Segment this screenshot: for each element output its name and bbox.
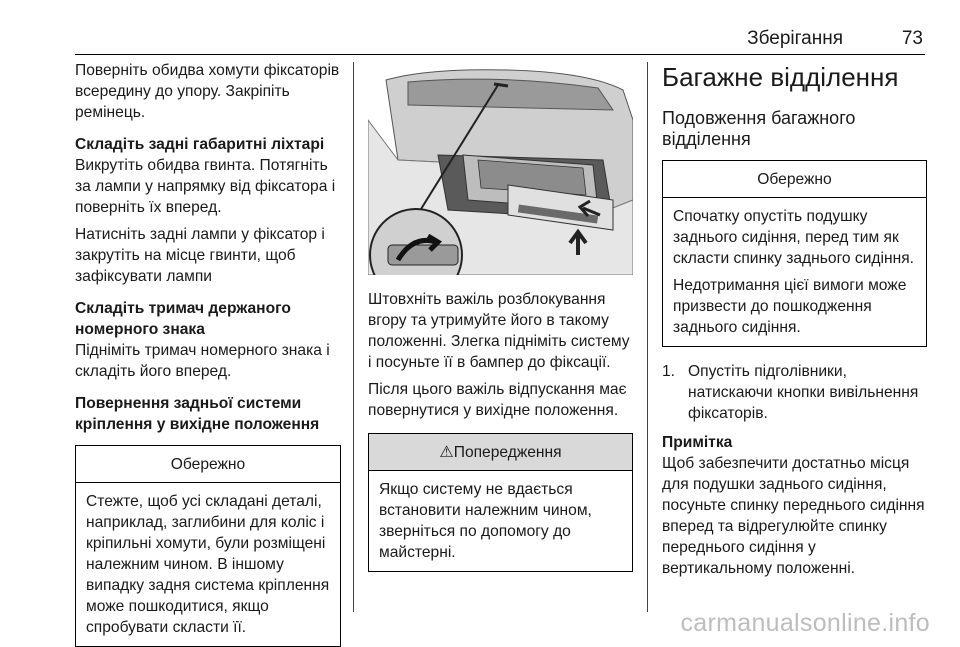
page-number: 73 [901, 28, 923, 49]
section-heading: Багажне відділення [662, 62, 899, 92]
caution-title: Обережно [76, 446, 340, 483]
paragraph: Штовхніть важіль розблокування вгору та утримуйте його в такому положенні. Злегка підніміть систему і посуньте її в бампер до фіксації. [368, 291, 630, 371]
caution-box [662, 160, 927, 347]
list-number: 1. [662, 363, 676, 380]
caution-title: Обережно [663, 161, 926, 198]
paragraph: Після цього важіль відпускання має повернутися у вихідне положення. [368, 381, 627, 419]
list-item [662, 361, 927, 424]
heading-tail-lights: Складіть задні габаритні ліхтарі [75, 136, 325, 153]
warning-title: Попередження [453, 444, 562, 461]
subsection-heading: Подовження багажного відділення [662, 108, 856, 149]
caution-text: Стежте, щоб усі складані деталі, наприклад, заглибини для коліс і кріпильні хомути, були розміщені належним чином. В іншому випадку задня система кріплення може пошкодитися, якщо спробувати скласти її. [86, 493, 330, 636]
paragraph: Підніміть тримач номерного знака і складіть його вперед. [75, 342, 330, 380]
column-divider [353, 62, 354, 612]
column-middle [368, 60, 633, 572]
warning-box [368, 433, 633, 572]
note-text: Щоб забезпечити достатньо місця для подушки заднього сидіння, посуньте спинку переднього сидіння вперед та відрегулюйте спинку переднього сидіння у вертикальному положенні. [662, 455, 925, 577]
caution-text: Недотримання цієї вимоги може призвести до пошкодження заднього сидіння. [673, 277, 907, 336]
intro-paragraph: Поверніть обидва хомути фіксаторів всередину до упору. Закріпіть ремінець. [75, 62, 340, 121]
column-right [662, 60, 927, 590]
caution-text: Спочатку опустіть подушку заднього сидіння, перед тим як скласти спинку заднього сидіння. [673, 208, 914, 267]
heading-plate-holder: Складіть тримач держаного номерного знака [75, 300, 291, 338]
column-divider [647, 62, 648, 612]
warning-text: Якщо систему не вдається встановити належним чином, зверніться по допомогу до майстерні. [379, 481, 592, 561]
heading-return-system: Повернення задньої системи кріплення у вихідне положення [75, 395, 320, 433]
bike-carrier-illustration [368, 60, 633, 275]
figure-bike-carrier [368, 60, 633, 275]
paragraph: Натисніть задні лампи у фіксатор і закрутіть на місце гвинти, щоб зафіксувати лампи [75, 226, 325, 285]
list-text: Опустіть підголівники, натискаючи кнопки вивільнення фіксаторів. [688, 363, 919, 422]
warning-triangle-icon: ⚠ [439, 444, 454, 461]
watermark: carmanualsonline.info [680, 609, 930, 637]
section-title: Зберігання [747, 28, 843, 49]
note-title: Примітка [662, 434, 733, 451]
paragraph: Викрутіть обидва гвинта. Потягніть за лампи у напрямку від фіксатора і поверніть їх вперед. [75, 157, 336, 216]
column-left [75, 60, 341, 647]
caution-box [75, 445, 341, 647]
page-header [75, 24, 925, 55]
